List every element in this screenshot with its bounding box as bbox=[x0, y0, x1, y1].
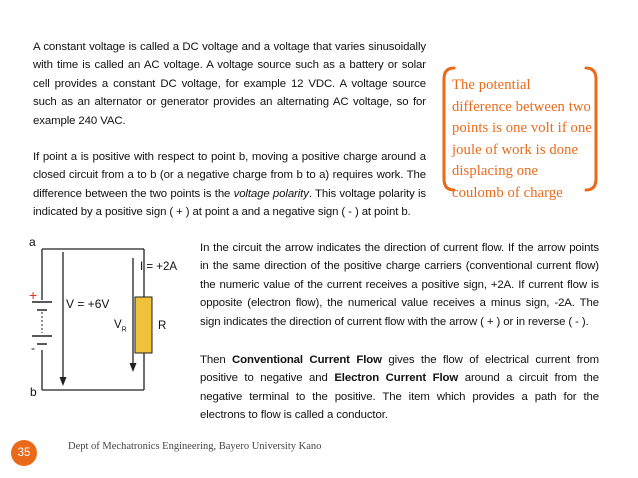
circuit-diagram bbox=[28, 235, 198, 410]
node-b-label: b bbox=[30, 385, 37, 399]
resistor-voltage-symbol: V bbox=[114, 319, 122, 331]
paragraph-current-flow bbox=[200, 351, 599, 425]
voltage-polarity-term: voltage polarity bbox=[233, 187, 309, 200]
electron-current-term: Electron Current Flow bbox=[334, 372, 459, 385]
voltage-label: V = +6V bbox=[66, 297, 110, 311]
current-label: I = +2A bbox=[140, 261, 178, 273]
paragraph-flow-text-b: gives the flow of electrical current from positive to negative and bbox=[200, 354, 599, 385]
paragraph-flow-text-c: around a circuit from the negative terminal to the positive. The item which provides a path for the electrons to flow is called a conductor. bbox=[200, 372, 599, 422]
definition-callout bbox=[440, 65, 600, 201]
resistor-label: R bbox=[158, 320, 167, 332]
conventional-current-term: Conventional Current Flow bbox=[232, 354, 382, 366]
paragraph-flow-text-a: Then bbox=[200, 354, 233, 366]
minus-sign: - bbox=[31, 341, 35, 355]
paragraph-voltage-polarity bbox=[33, 148, 426, 222]
callout-definition-text: The potential difference between two points is one volt if one joule of work is done displacing one coulomb of charge bbox=[452, 77, 592, 201]
paragraph-current-direction: In the circuit the arrow indicates the direction of current flow. If the arrow points in the same direction of the positive charge carriers (conventional current flow) the numeric value of the current receives a positive sign, +2A. If current flow is opposite (electron flow), the numerical value receives a minus sign, -2A. The sign indicates the direction of current flow with the arrow ( + ) or in reverse ( - ). bbox=[200, 242, 599, 328]
node-a-label: a bbox=[29, 235, 36, 249]
slide-footer bbox=[0, 438, 638, 478]
page-number-badge: 35 bbox=[11, 440, 37, 466]
paragraph-polarity-text-b: . This voltage polarity is indicated by a positive sign ( + ) at point a and a negative sign ( - ) at point b. bbox=[33, 187, 426, 219]
paragraph-dc-ac-voltage: A constant voltage is called a DC voltage and a voltage that varies sinusoidally with time is called an AC voltage. A voltage source such as a battery or solar cell provides a constant DC voltage, for example 12 VDC. A voltage source such as an alternator or generator provides an alternating AC voltage, so for example 240 VAC. bbox=[33, 41, 426, 127]
footer-department: Dept of Mechatronics Engineering, Bayero University Kano bbox=[68, 441, 322, 452]
plus-sign: + bbox=[29, 287, 38, 303]
resistor-voltage-label bbox=[114, 320, 127, 333]
paragraph-polarity-text-a: If point a is positive with respect to point b, moving a positive charge around a closed circuit from a to b (or a negative charge from b to a) requires work. The difference between the two points is the bbox=[33, 151, 426, 200]
resistor-voltage-subscript: R bbox=[121, 326, 127, 334]
